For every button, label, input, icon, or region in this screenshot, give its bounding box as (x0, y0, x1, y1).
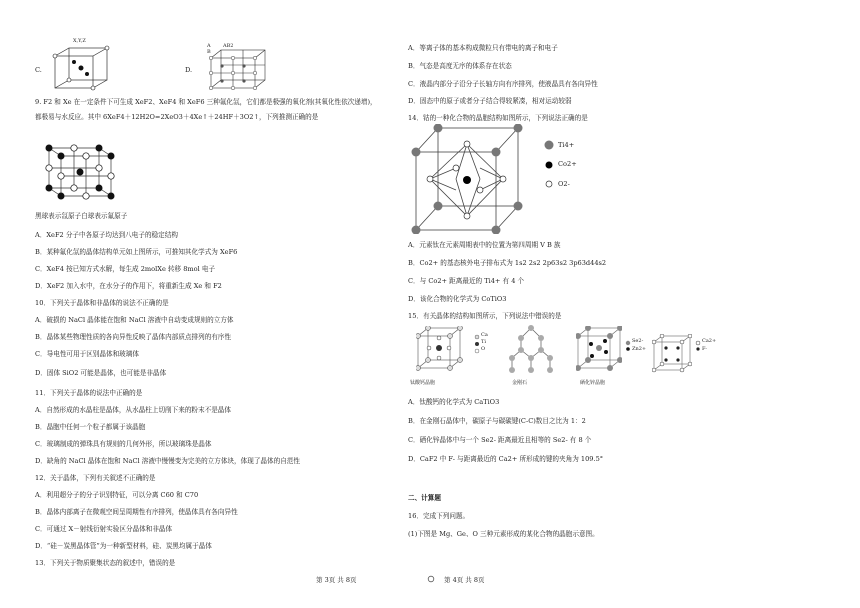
q13-stem: 13．下列关于物质聚集状态的叙述中，错误的是 (35, 559, 176, 567)
q10-option-b: B．晶体某些物理性质的各向异性反映了晶体内部质点排列的有序性 (35, 333, 232, 341)
q9-option-c: C．XeF4 按已知方式水解，每生成 2molXe 转移 8mol 电子 (35, 265, 216, 273)
q12-option-b: B．晶体内部离子在微观空间呈周期性有序排列，使晶体具有各向异性 (35, 508, 238, 516)
q12-option-d: D．“硅－炭黑晶体管”为一种新型材料，硅、炭黑均属于晶体 (35, 542, 212, 550)
option-d-label: D. (185, 66, 193, 74)
q13-option-c: C．液晶内部分子沿分子长轴方向有序排列，使液晶具有各向异性 (408, 80, 598, 88)
caf2-legend-marks (695, 340, 701, 352)
q9-option-a: A．XeF2 分子中各原子均达到八电子的稳定结构 (35, 231, 178, 239)
legend-ca: Ca (481, 332, 488, 338)
q15-option-d: D．CaF2 中 F- 与距离最近的 Ca2+ 所形成的键的夹角为 109.5° (408, 455, 604, 463)
page-number-right: 第 4页 共 8页 (444, 576, 485, 584)
caf2-cell-figure (652, 334, 692, 374)
option-c-axis-label: X,Y,Z (73, 38, 86, 44)
q11-option-a: A．自然形成的水晶柱是晶体，从水晶柱上切削下来的粉末不是晶体 (35, 406, 231, 414)
q14-option-c: C．与 Co2+ 距离最近的 Ti4+ 有 4 个 (408, 277, 525, 285)
legend-ti-fig1: Ti (481, 339, 486, 345)
fig-label-znse: 硒化锌晶胞 (580, 380, 606, 386)
q11-option-d: D．缺角的 NaCl 晶体在饱和 NaCl 溶液中慢慢变为完美的立方体块，体现了晶体的自范性 (35, 457, 300, 465)
cotio3-cell-figure (408, 124, 533, 234)
page-number-left: 第 3页 共 8页 (316, 576, 357, 584)
q13-option-b: B．气态是高度无序的体系存在状态 (408, 62, 512, 70)
legend-co: Co2+ (558, 160, 577, 168)
q12-option-a: A．利用超分子的分子识别特征，可以分离 C60 和 C70 (35, 491, 199, 499)
q15-option-a: A．钛酸钙的化学式为 CaTiO3 (408, 398, 500, 406)
option-c-label: C. (35, 66, 42, 74)
section-heading: 二、计算题 (408, 494, 441, 502)
crystal-figure-c (47, 42, 117, 92)
legend-ca-f: Ca2+ (702, 338, 717, 344)
xef-crystal-figure (39, 140, 124, 205)
page-divider-icon (427, 575, 435, 583)
q13-option-d: D．固态中的原子或者分子结合得较紧凑，相对运动较弱 (408, 97, 572, 105)
q16-stem: 16．完成下列问题。 (408, 512, 470, 520)
q15-option-b: B．在金刚石晶体中，碳原子与碳碳键(C-C)数目之比为 1：2 (408, 417, 586, 425)
legend-o: O2- (558, 180, 570, 188)
q10-stem: 10．下列关于晶体和非晶体的说法不正确的是 (35, 299, 169, 307)
fig-label-perovskite: 钛酸钙晶胞 (410, 380, 436, 386)
perovskite-legend-marks (474, 334, 480, 356)
q15-option-c: C．硒化锌晶体中与一个 Se2- 距离最近且相等的 Se2- 有 8 个 (408, 436, 592, 444)
q15-stem: 15．有关晶体的结构如图所示，下列说法中错误的是 (408, 312, 562, 320)
left-page (35, 0, 405, 570)
q14-stem: 14．钴的一种化合物的晶胞结构如图所示，下列说法正确的是 (408, 114, 588, 122)
q11-stem: 11．下列关于晶体的说法中正确的是 (35, 389, 143, 397)
q10-option-a: A．破损的 NaCl 晶体能在饱和 NaCl 溶液中自动变成规则的立方体 (35, 316, 234, 324)
q10-option-d: D．固体 SiO2 可能是晶体，也可能是非晶体 (35, 369, 167, 377)
option-d-atom-b-label: AB2 (223, 43, 234, 49)
crystal-figure-d (203, 46, 273, 92)
legend-se: Se2- (632, 338, 644, 344)
q11-option-b: B．晶胞中任何一个粒子都属于该晶胞 (35, 423, 146, 431)
legend-o-fig1: O (481, 346, 486, 352)
fig-label-diamond: 金刚石 (512, 380, 528, 386)
q12-option-c: C．可通过 X－射线衍射实验区分晶体和非晶体 (35, 525, 173, 533)
q9-figure-caption: 黑球表示氙原子白球表示氟原子 (35, 212, 128, 220)
q9-option-b: B．某种氟化氙的晶体结构单元如上图所示，可推知其化学式为 XeF6 (35, 248, 238, 256)
znse-legend-marks (625, 340, 631, 352)
znse-cell-figure (576, 326, 622, 372)
legend-f: F- (702, 346, 707, 352)
q9-stem-line1: 9. F2 和 Xe 在一定条件下可生成 XeF2、XeF4 和 XeF6 三种氟化氙，它们都是极强的氧化剂(其氧化性依次递增)， (35, 98, 377, 106)
q11-option-c: C．玻璃制成的弹珠具有规则的几何外形，所以玻璃珠是晶体 (35, 440, 212, 448)
q9-stem-line2: 都极易与水反应。其中 6XeF4＋12H2O=2XeO3＋4Xe↑＋24HF＋3O2↑，下列推测正确的是 (35, 113, 319, 121)
q9-option-d: D．XeF2 加入水中，在水分子的作用下，将重新生成 Xe 和 F2 (35, 282, 222, 290)
q13-option-a: A．等离子体的基本构成微粒只有带电的离子和电子 (408, 44, 558, 52)
right-page (408, 0, 828, 570)
q14-option-d: D．该化合物的化学式为 CoTiO3 (408, 295, 507, 303)
option-d-atom-a-label: A (207, 43, 211, 49)
perovskite-cell-figure (416, 326, 472, 372)
legend-ti: Ti4+ (558, 141, 575, 149)
q16-sub1: (1)下图是 Mg、Ge、O 三种元素形成的某化合物的晶胞示意图。 (408, 530, 599, 538)
q14-option-a: A．元素钛在元素周期表中的位置为第四周期 V B 族 (408, 241, 561, 249)
legend-zn: Zn2+ (632, 346, 647, 352)
q10-option-c: C．导电性可用于区别晶体和玻璃体 (35, 350, 139, 358)
q14-option-b: B．Co2+ 的基态核外电子排布式为 1s2 2s2 2p63s2 3p63d44s2 (408, 259, 607, 267)
q12-stem: 12．关于晶体，下列有关叙述不正确的是 (35, 474, 156, 482)
diamond-structure-figure (506, 322, 556, 374)
option-d-atom-b2-label: B (207, 49, 211, 55)
cotio3-legend-marks (543, 140, 555, 190)
